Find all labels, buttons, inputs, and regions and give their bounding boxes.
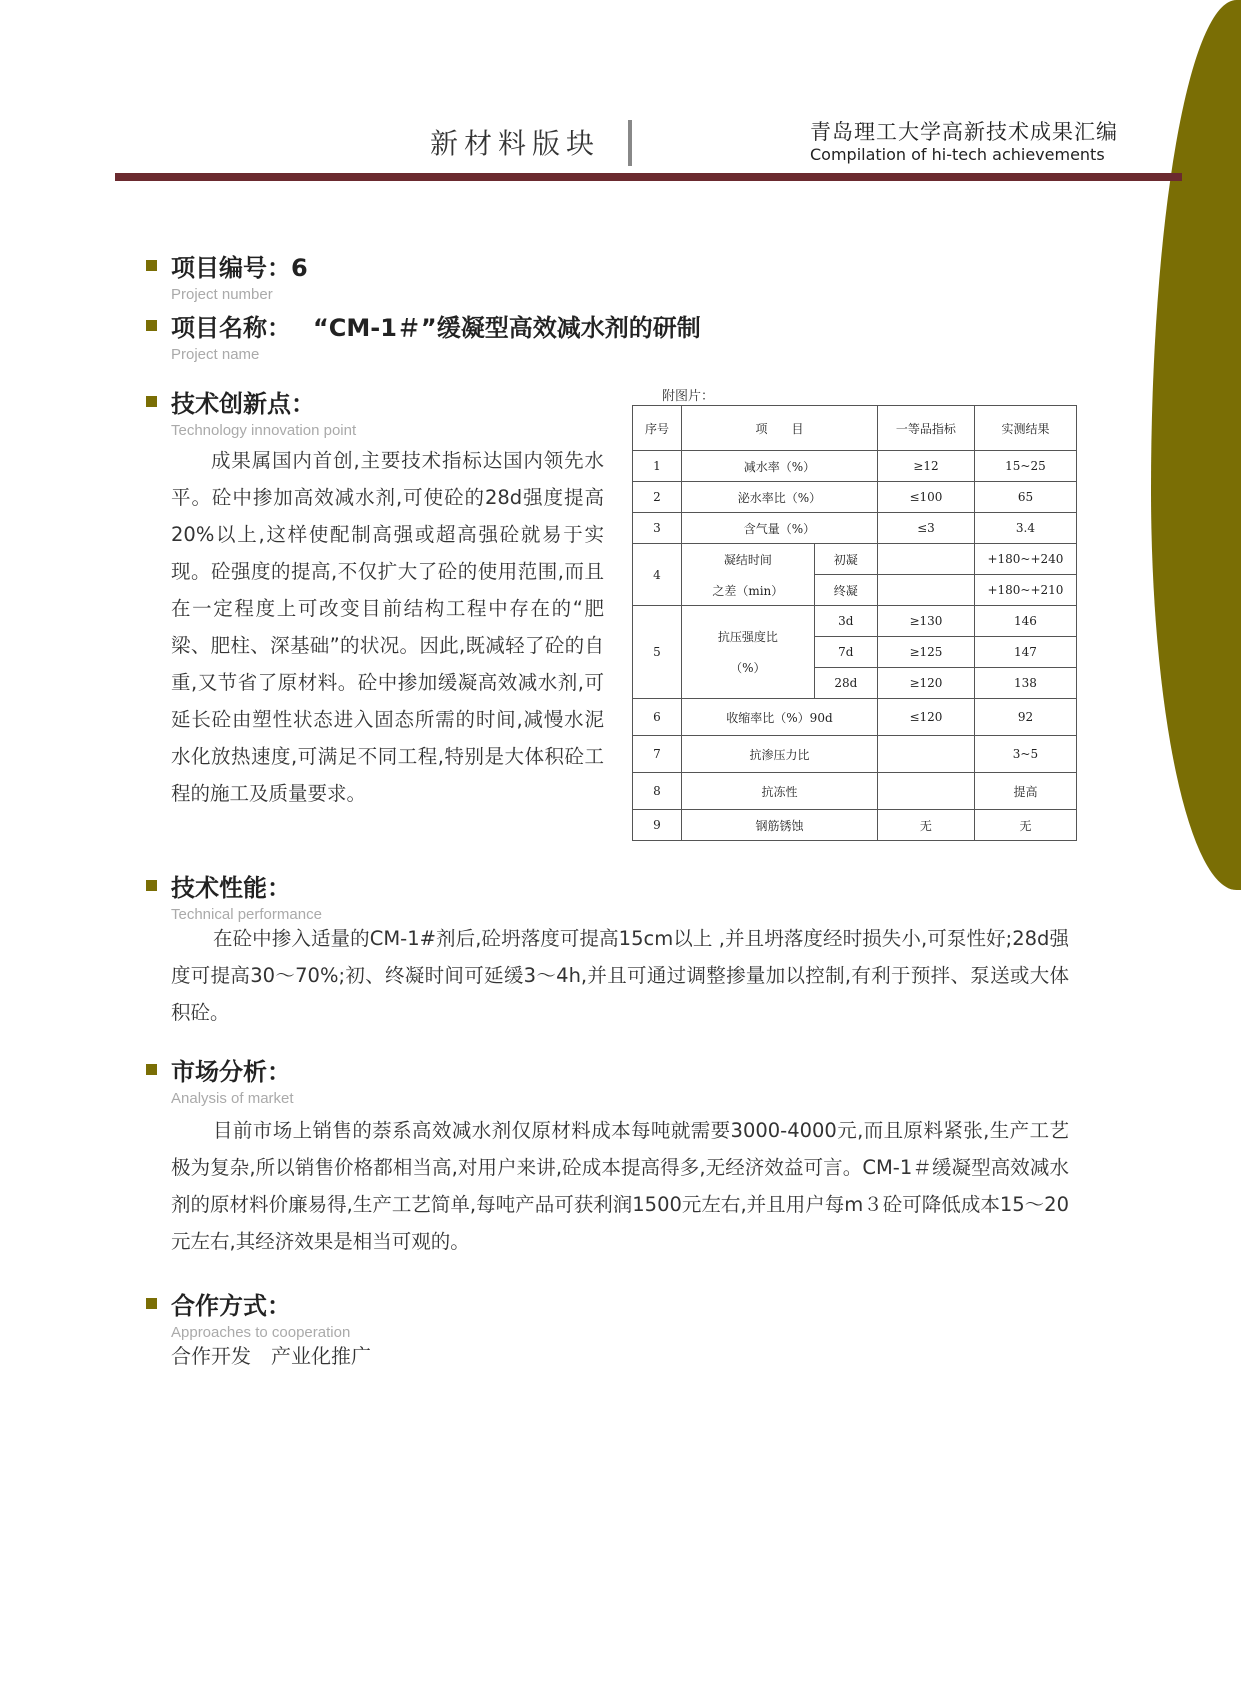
table-cell: 147 — [974, 637, 1076, 668]
table-header: 项 目 — [681, 406, 877, 451]
table-cell — [877, 773, 974, 810]
table-cell: 5 — [633, 606, 682, 699]
table-cell: 146 — [974, 606, 1076, 637]
cooperation-label: 合作方式： — [171, 1292, 291, 1320]
decorative-olive-shape — [1151, 0, 1241, 890]
table-row — [633, 451, 1077, 482]
table-row — [633, 544, 1077, 575]
market-section — [146, 1052, 294, 1107]
table-header-row — [633, 406, 1077, 451]
table-cell: +180~+240 — [974, 544, 1076, 575]
org-title: 青岛理工大学高新技术成果汇编 — [810, 120, 1118, 144]
table-cell: ≤100 — [877, 482, 974, 513]
table-cell: 终凝 — [814, 575, 877, 606]
table-cell: 15~25 — [974, 451, 1076, 482]
table-cell: 92 — [974, 699, 1076, 736]
table-cell — [681, 606, 814, 699]
figure-caption: 附图片： — [662, 389, 715, 404]
performance-text: 在砼中掺入适量的CM-1#剂后,砼坍落度可提高15cm以上 ,并且坍落度经时损失小,可泵性好;28d强度可提高30～70%;初、终凝时间可延缓3～4h,并且可通过调整掺量加以控制,有利于预拌、泵送或大体积砼。 — [171, 927, 1069, 1024]
table-row — [633, 482, 1077, 513]
table-cell: 1 — [633, 451, 682, 482]
table-cell — [877, 575, 974, 606]
section-title: 新材料版块 — [430, 127, 601, 160]
table-cell: 3~5 — [974, 736, 1076, 773]
cooperation-section — [146, 1286, 350, 1341]
table-row — [633, 773, 1077, 810]
table-cell: 138 — [974, 668, 1076, 699]
table-cell: ≥130 — [877, 606, 974, 637]
innovation-text: 成果属国内首创,主要技术指标达国内领先水平。砼中掺加高效减水剂,可使砼的28d强度提高20%以上,这样使配制高强或超高强砼就易于实现。砼强度的提高,不仅扩大了砼的使用范围,而且在一定程度上可改变目前结构工程中存在的“肥梁、肥柱、深基础”的状况。因此,既减轻了砼的自重,又节省了原材料。砼中掺加缓凝高效减水剂,可延长砼由塑性状态进入固态所需的时间,减慢水泥水化放热速度,可满足不同工程,特别是大体积砼工程的施工及质量要求。 — [171, 449, 604, 805]
cooperation-en: Approaches to cooperation — [171, 1324, 351, 1341]
bullet-icon — [146, 396, 157, 407]
table-cell: 提高 — [974, 773, 1076, 810]
table-cell: 3d — [814, 606, 877, 637]
table-cell: 9 — [633, 810, 682, 841]
market-text: 目前市场上销售的萘系高效减水剂仅原材料成本每吨就需要3000-4000元,而且原料紧张,生产工艺极为复杂,所以销售价格都相当高,对用户来讲,砼成本提高得多,无经济效益可言。CM-1＃缓凝型高效减水剂的原材料价廉易得,生产工艺简单,每吨产品可获利润1500元左右,并且用户每m３砼可降低成本15～20元左右,其经济效果是相当可观的。 — [171, 1119, 1069, 1253]
performance-table — [632, 405, 1077, 841]
table-cell: 7d — [814, 637, 877, 668]
table-row — [633, 606, 1077, 637]
innovation-section — [146, 384, 356, 439]
bullet-icon — [146, 320, 157, 331]
table-cell: 2 — [633, 482, 682, 513]
table-row — [633, 699, 1077, 736]
cooperation-text: 合作开发 产业化推广 — [171, 1344, 371, 1368]
table-cell: 泌水率比（%） — [681, 482, 877, 513]
table-cell: 含气量（%） — [681, 513, 877, 544]
table-cell: 无 — [877, 810, 974, 841]
table-cell: 28d — [814, 668, 877, 699]
table-header: 序号 — [633, 406, 682, 451]
header-rule — [115, 173, 1182, 181]
header-divider — [628, 120, 632, 166]
performance-en: Technical performance — [171, 906, 322, 923]
table-cell: ≤3 — [877, 513, 974, 544]
performance-label: 技术性能： — [171, 874, 291, 902]
table-cell: 3.4 — [974, 513, 1076, 544]
table-cell: 65 — [974, 482, 1076, 513]
table-header: 实测结果 — [974, 406, 1076, 451]
table-cell: 初凝 — [814, 544, 877, 575]
table-cell — [877, 544, 974, 575]
table-cell: 钢筋锈蚀 — [681, 810, 877, 841]
table-row — [633, 810, 1077, 841]
table-cell: 4 — [633, 544, 682, 606]
table-cell: 3 — [633, 513, 682, 544]
table-cell: ≥12 — [877, 451, 974, 482]
project-name-en: Project name — [171, 346, 260, 363]
table-cell: 无 — [974, 810, 1076, 841]
project-name-section — [146, 308, 701, 363]
table-cell: 收缩率比（%）90d — [681, 699, 877, 736]
bullet-icon — [146, 1064, 157, 1075]
table-cell: 6 — [633, 699, 682, 736]
table-cell: 7 — [633, 736, 682, 773]
innovation-en: Technology innovation point — [171, 422, 357, 439]
table-cell: +180~+210 — [974, 575, 1076, 606]
table-cell — [681, 544, 814, 606]
market-label: 市场分析： — [171, 1058, 291, 1086]
project-number-en: Project number — [171, 286, 273, 303]
table-cell-line: （%） — [730, 661, 766, 675]
table-cell-line: 之差（min） — [712, 583, 784, 598]
performance-section — [146, 868, 322, 923]
table-row — [633, 736, 1077, 773]
project-number-label: 项目编号：6 — [171, 254, 308, 282]
table-cell: 8 — [633, 773, 682, 810]
table-cell: ≥120 — [877, 668, 974, 699]
table-cell: ≤120 — [877, 699, 974, 736]
table-cell: 减水率（%） — [681, 451, 877, 482]
bullet-icon — [146, 260, 157, 271]
innovation-label: 技术创新点： — [171, 390, 315, 418]
table-cell — [877, 736, 974, 773]
market-en: Analysis of market — [171, 1090, 294, 1107]
project-name-value: “CM-1＃”缓凝型高效减水剂的研制 — [313, 314, 701, 342]
org-subtitle: Compilation of hi-tech achievements — [810, 145, 1105, 164]
table-row — [633, 513, 1077, 544]
bullet-icon — [146, 880, 157, 891]
table-cell-line: 抗压强度比 — [717, 630, 778, 644]
table-cell: ≥125 — [877, 637, 974, 668]
project-name-label: 项目名称： — [171, 314, 291, 342]
table-cell: 抗冻性 — [681, 773, 877, 810]
table-cell-line: 凝结时间 — [723, 552, 772, 567]
project-number-section — [146, 248, 308, 303]
bullet-icon — [146, 1298, 157, 1309]
table-header: 一等品指标 — [877, 406, 974, 451]
table-cell: 抗渗压力比 — [681, 736, 877, 773]
